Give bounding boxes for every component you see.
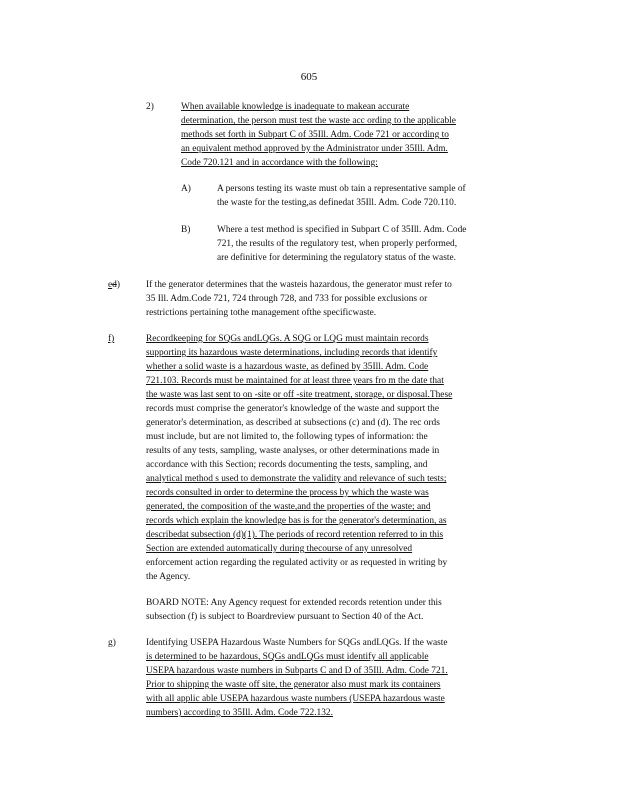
item-2-line: Code 720.121 and in accordance with the following:: [181, 158, 378, 168]
item-g-line: numbers) according to 35Ill. Adm. Code 722.132.: [146, 708, 333, 718]
item-e-line: restrictions pertaining tothe management ofthe specificwaste.: [146, 308, 377, 318]
item-e-line: If the generator determines that the wasteis hazardous, the generator must refer to: [146, 280, 452, 290]
item-f-line: results of any tests, sampling, waste analyses, or other determinations made in: [146, 446, 440, 456]
item-e-deleted-letter: d: [112, 280, 117, 290]
board-note-line: subsection (f) is subject to Boardreview pursuant to Section 40 of the Act.: [146, 612, 424, 622]
subitem-a-label: A): [181, 184, 191, 194]
board-note-line: BOARD NOTE: Any Agency request for extended records retention under this: [146, 598, 442, 608]
item-2-line: an equivalent method approved by the Administrator under 35Ill. Adm.: [181, 144, 448, 154]
item-f-line: describedat subsection (d)(1). The periods of record retention referred to in this: [146, 530, 444, 540]
subitem-b-line: 721, the results of the regulatory test, when properly performed,: [217, 239, 458, 249]
item-f-line: records must comprise the generator's knowledge of the waste and support the: [146, 404, 440, 414]
item-g-label: g): [108, 638, 116, 648]
item-f-line: accordance with this Section; records documenting the tests, sampling, and: [146, 460, 428, 470]
item-f-line: analytical method s used to demonstrate the validity and relevance of such tests;: [146, 474, 447, 484]
item-e-line: 35 Ill. Adm.Code 721, 724 through 728, and 733 for possible exclusions or: [146, 294, 428, 304]
item-2-line: methods set forth in Subpart C of 35Ill. Adm. Code 721 or according to: [181, 130, 449, 140]
item-2-line: determination, the person must test the waste acc ording to the applicable: [181, 116, 456, 126]
item-g-line: Prior to shipping the waste off site, the generator also must mark its containers: [146, 680, 441, 690]
item-f-line: Section are extended automatically during thecourse of any unresolved: [146, 544, 413, 554]
subitem-a-line: A persons testing its waste must ob tain a representative sample of: [217, 184, 466, 194]
item-e-new-letter: e: [108, 280, 113, 290]
subitem-a-line: the waste for the testing,as definedat 35Ill. Adm. Code 720.110.: [217, 198, 457, 208]
subitem-b-line: are definitive for determining the regulatory status of the waste.: [217, 253, 456, 263]
item-g-line: USEPA hazardous waste numbers in Subparts C and D of 35Ill. Adm. Code 721.: [146, 666, 448, 676]
item-f-line: Recordkeeping for SQGs andLQGs. A SQG or LQG must maintain records: [146, 334, 429, 344]
item-f-line: the waste was last sent to on -site or off -site treatment, storage, or disposal.These: [146, 390, 453, 400]
item-f-line: records which explain the knowledge bas is for the generator's determination, as: [146, 516, 447, 526]
item-e-label: [108, 279, 120, 291]
item-g-line: is determined to be hazardous, SQGs andLQGs must identify all applicable: [146, 652, 429, 662]
subitem-b-label: B): [181, 225, 191, 235]
item-f-line: 721.103. Records must be maintained for at least three years fro m the date that: [146, 376, 444, 386]
item-e-paren: ): [116, 280, 120, 290]
item-2-line: When available knowledge is inadequate to makean accurate: [181, 102, 410, 112]
item-f-line: the Agency.: [146, 572, 191, 582]
item-f-line: must include, but are not limited to, the following types of information: the: [146, 432, 428, 442]
item-2-label: 2): [146, 102, 154, 112]
item-g-line: Identifying USEPA Hazardous Waste Numbers for SQGs andLQGs. If the waste: [146, 638, 448, 648]
item-f-label: f): [108, 334, 115, 344]
subitem-b-line: Where a test method is specified in Subpart C of 35Ill. Adm. Code: [217, 225, 467, 235]
item-f-line: enforcement action regarding the regulated activity or as requested in writing by: [146, 558, 448, 568]
item-f-line: generated, the composition of the waste,and the properties of the waste; and: [146, 502, 431, 512]
item-f-line: generator's determination, as described at subsections (c) and (d). The rec ords: [146, 418, 440, 428]
item-f-line: records consulted in order to determine the process by which the waste was: [146, 488, 429, 498]
item-f-line: whether a solid waste is a hazardous waste, as defined by 35Ill. Adm. Code: [146, 362, 429, 372]
item-g-line: with all applic able USEPA hazardous waste numbers (USEPA hazardous waste: [146, 694, 445, 704]
page-number: 605: [300, 71, 318, 83]
item-f-line: supporting its hazardous waste determinations, including records that identify: [146, 348, 438, 358]
